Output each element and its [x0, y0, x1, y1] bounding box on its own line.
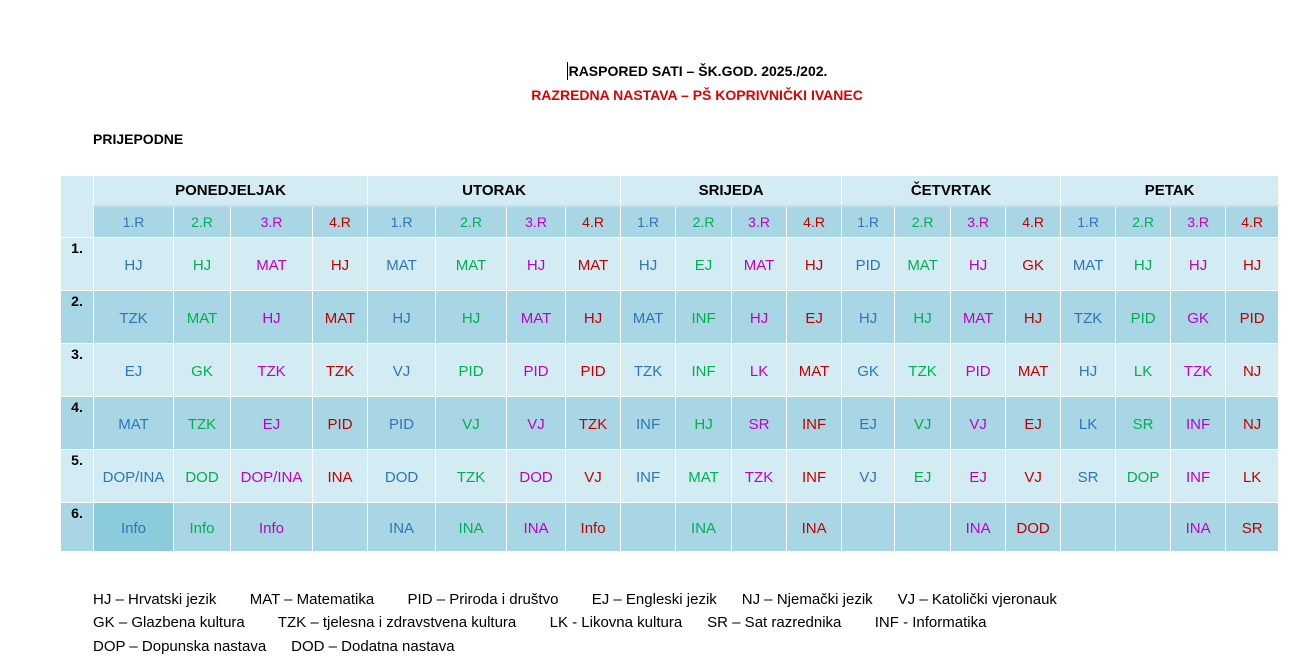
corner-cell: [61, 176, 94, 238]
lesson-cell: TZK: [895, 344, 951, 397]
class-header: 1.R: [368, 206, 436, 238]
lesson-cell: EJ: [842, 397, 895, 450]
lesson-cell: VJ: [507, 397, 566, 450]
class-header: 4.R: [313, 206, 368, 238]
lesson-cell: EJ: [895, 450, 951, 503]
lesson-cell: HJ: [787, 238, 842, 291]
lesson-cell: PID: [566, 344, 621, 397]
lesson-cell: PID: [368, 397, 436, 450]
class-header: 3.R: [231, 206, 313, 238]
lesson-cell: MAT: [1006, 344, 1061, 397]
lesson-cell: HJ: [507, 238, 566, 291]
lesson-cell: MAT: [621, 291, 676, 344]
lesson-cell: PID: [436, 344, 507, 397]
class-header: 4.R: [1226, 206, 1279, 238]
lesson-cell: TZK: [732, 450, 787, 503]
lesson-cell: INA: [951, 503, 1006, 552]
lesson-cell: Info: [566, 503, 621, 552]
lesson-cell: PID: [842, 238, 895, 291]
lesson-cell: MAT: [94, 397, 174, 450]
lesson-cell: HJ: [732, 291, 787, 344]
lesson-cell: HJ: [1006, 291, 1061, 344]
lesson-cell: HJ: [951, 238, 1006, 291]
lesson-cell: HJ: [1171, 238, 1226, 291]
class-header: 3.R: [732, 206, 787, 238]
lesson-cell: [895, 503, 951, 552]
lesson-cell: MAT: [732, 238, 787, 291]
lesson-cell: SR: [1116, 397, 1171, 450]
lesson-cell: VJ: [842, 450, 895, 503]
legend-line-1: HJ – Hrvatski jezik MAT – Matematika PID – Priroda i društvo EJ – Engleski jezik NJ – Njemački jezik VJ – Katolički vjeronauk: [93, 591, 1057, 608]
lesson-cell: [1116, 503, 1171, 552]
lesson-cell: MAT: [231, 238, 313, 291]
class-header: 2.R: [676, 206, 732, 238]
lesson-cell: DOD: [507, 450, 566, 503]
lesson-cell: PID: [313, 397, 368, 450]
lesson-cell: SR: [1061, 450, 1116, 503]
schedule-title: RASPORED SATI – ŠK.GOD. 2025./202.: [568, 63, 828, 79]
lesson-cell: GK: [1006, 238, 1061, 291]
lesson-cell: GK: [174, 344, 231, 397]
period-number: 4.: [61, 397, 94, 450]
session-label: PRIJEPODNE: [93, 131, 184, 147]
lesson-cell: HJ: [368, 291, 436, 344]
lesson-cell: INF: [621, 450, 676, 503]
lesson-cell: LK: [732, 344, 787, 397]
lesson-cell: HJ: [1226, 238, 1279, 291]
lesson-cell: INA: [1171, 503, 1226, 552]
lesson-cell: TZK: [231, 344, 313, 397]
lesson-cell: VJ: [368, 344, 436, 397]
lesson-cell: NJ: [1226, 344, 1279, 397]
lesson-cell: LK: [1226, 450, 1279, 503]
lesson-cell: HJ: [313, 238, 368, 291]
lesson-cell: INA: [787, 503, 842, 552]
lesson-cell: VJ: [895, 397, 951, 450]
schedule-subtitle: RAZREDNA NASTAVA – PŠ KOPRIVNIČKI IVANEC: [531, 87, 863, 103]
class-header: 3.R: [1171, 206, 1226, 238]
lesson-cell: MAT: [507, 291, 566, 344]
lesson-cell: TZK: [621, 344, 676, 397]
day-header: ČETVRTAK: [842, 176, 1061, 207]
period-number: 6.: [61, 503, 94, 552]
lesson-cell: EJ: [1006, 397, 1061, 450]
lesson-cell: LK: [1061, 397, 1116, 450]
lesson-cell: INA: [313, 450, 368, 503]
class-header: 2.R: [174, 206, 231, 238]
lesson-cell: INF: [787, 450, 842, 503]
lesson-cell: PID: [951, 344, 1006, 397]
class-header: 1.R: [94, 206, 174, 238]
lesson-cell: PID: [1116, 291, 1171, 344]
day-header: PONEDJELJAK: [94, 176, 368, 207]
class-header: 3.R: [507, 206, 566, 238]
lesson-cell: INA: [676, 503, 732, 552]
lesson-cell: HJ: [436, 291, 507, 344]
lesson-cell: [313, 503, 368, 552]
lesson-cell: INF: [787, 397, 842, 450]
period-number: 1.: [61, 238, 94, 291]
lesson-cell: TZK: [566, 397, 621, 450]
lesson-cell: HJ: [231, 291, 313, 344]
lesson-cell: VJ: [566, 450, 621, 503]
lesson-cell: INF: [676, 344, 732, 397]
lesson-cell: DOD: [1006, 503, 1061, 552]
lesson-cell: VJ: [951, 397, 1006, 450]
lesson-cell: INF: [621, 397, 676, 450]
legend-line-3: DOP – Dopunska nastava DOD – Dodatna nastava: [93, 638, 455, 655]
lesson-cell: MAT: [951, 291, 1006, 344]
lesson-cell: DOD: [174, 450, 231, 503]
lesson-cell: GK: [842, 344, 895, 397]
lesson-cell: [842, 503, 895, 552]
lesson-cell: HJ: [174, 238, 231, 291]
lesson-cell: DOP/INA: [231, 450, 313, 503]
lesson-cell: GK: [1171, 291, 1226, 344]
lesson-cell: HJ: [566, 291, 621, 344]
legend-line-2: GK – Glazbena kultura TZK – tjelesna i zdravstvena kultura LK - Likovna kultura SR – Sat razrednika INF - Informatika: [93, 614, 987, 631]
lesson-cell: EJ: [676, 238, 732, 291]
class-header: 1.R: [842, 206, 895, 238]
class-header: 4.R: [787, 206, 842, 238]
lesson-cell: EJ: [231, 397, 313, 450]
lesson-cell: INA: [368, 503, 436, 552]
lesson-cell: MAT: [895, 238, 951, 291]
lesson-cell: SR: [732, 397, 787, 450]
lesson-cell: INA: [436, 503, 507, 552]
lesson-cell: TZK: [1061, 291, 1116, 344]
lesson-cell: HJ: [895, 291, 951, 344]
lesson-cell: MAT: [436, 238, 507, 291]
class-header: 2.R: [895, 206, 951, 238]
lesson-cell: [621, 503, 676, 552]
lesson-cell: TZK: [313, 344, 368, 397]
lesson-cell: MAT: [368, 238, 436, 291]
lesson-cell: INF: [1171, 450, 1226, 503]
lesson-cell: HJ: [94, 238, 174, 291]
lesson-cell: DOP: [1116, 450, 1171, 503]
lesson-cell: TZK: [1171, 344, 1226, 397]
lesson-cell: LK: [1116, 344, 1171, 397]
lesson-cell: VJ: [436, 397, 507, 450]
lesson-cell: MAT: [787, 344, 842, 397]
class-header: 2.R: [1116, 206, 1171, 238]
class-header: 2.R: [436, 206, 507, 238]
lesson-cell: INF: [1171, 397, 1226, 450]
day-header: PETAK: [1061, 176, 1279, 207]
lesson-cell: VJ: [1006, 450, 1061, 503]
lesson-cell: HJ: [1116, 238, 1171, 291]
lesson-cell: MAT: [1061, 238, 1116, 291]
lesson-cell: HJ: [621, 238, 676, 291]
day-header: SRIJEDA: [621, 176, 842, 207]
lesson-cell: TZK: [94, 291, 174, 344]
timetable: [60, 175, 1279, 552]
lesson-cell: NJ: [1226, 397, 1279, 450]
class-header: 4.R: [1006, 206, 1061, 238]
lesson-cell: DOD: [368, 450, 436, 503]
lesson-cell: Info: [174, 503, 231, 552]
lesson-cell: MAT: [676, 450, 732, 503]
period-number: 2.: [61, 291, 94, 344]
lesson-cell: Info: [231, 503, 313, 552]
lesson-cell: EJ: [951, 450, 1006, 503]
lesson-cell: [732, 503, 787, 552]
lesson-cell: INF: [676, 291, 732, 344]
lesson-cell: HJ: [842, 291, 895, 344]
lesson-cell: Info: [94, 503, 174, 552]
lesson-cell: INA: [507, 503, 566, 552]
class-header: 3.R: [951, 206, 1006, 238]
text-cursor: [567, 62, 568, 80]
lesson-cell: MAT: [566, 238, 621, 291]
period-number: 5.: [61, 450, 94, 503]
lesson-cell: SR: [1226, 503, 1279, 552]
lesson-cell: HJ: [1061, 344, 1116, 397]
class-header: 1.R: [1061, 206, 1116, 238]
lesson-cell: TZK: [174, 397, 231, 450]
lesson-cell: EJ: [787, 291, 842, 344]
period-number: 3.: [61, 344, 94, 397]
lesson-cell: HJ: [676, 397, 732, 450]
day-header: UTORAK: [368, 176, 621, 207]
lesson-cell: TZK: [436, 450, 507, 503]
lesson-cell: EJ: [94, 344, 174, 397]
lesson-cell: MAT: [313, 291, 368, 344]
lesson-cell: DOP/INA: [94, 450, 174, 503]
lesson-cell: MAT: [174, 291, 231, 344]
class-header: 1.R: [621, 206, 676, 238]
class-header: 4.R: [566, 206, 621, 238]
lesson-cell: PID: [1226, 291, 1279, 344]
lesson-cell: [1061, 503, 1116, 552]
lesson-cell: PID: [507, 344, 566, 397]
